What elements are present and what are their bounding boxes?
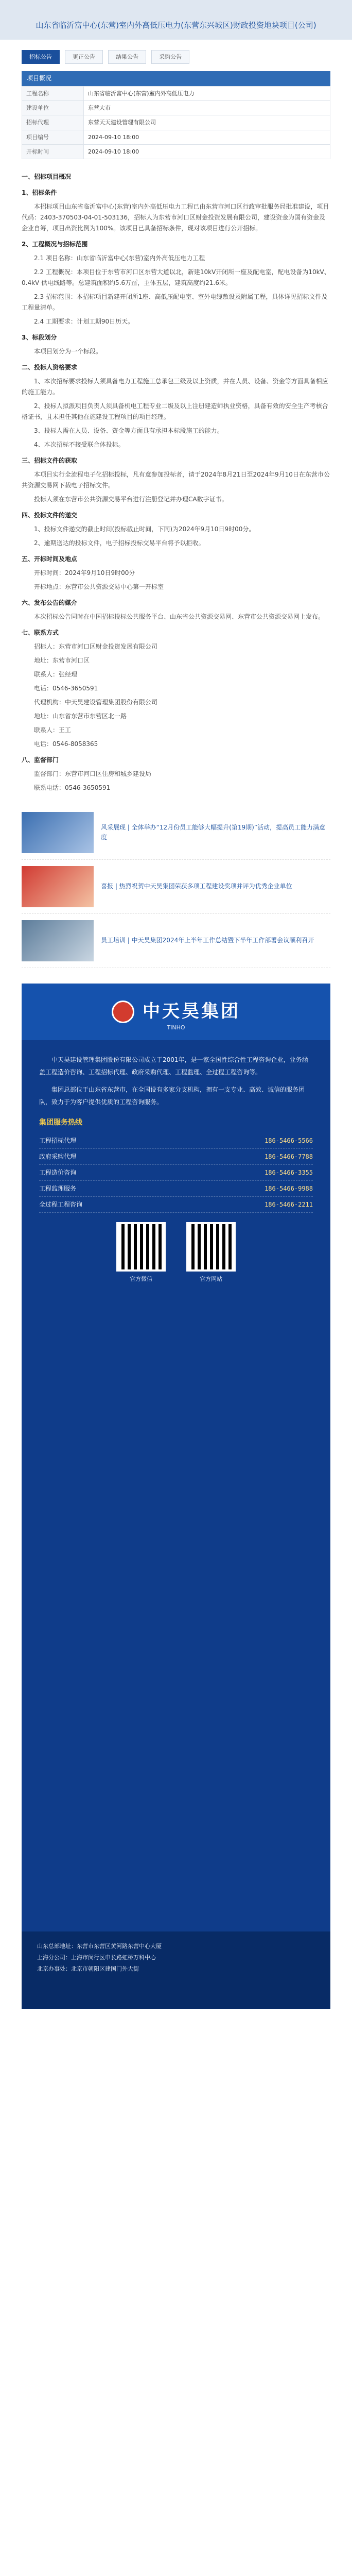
notice-tabs <box>22 50 330 64</box>
hotline-list <box>39 1115 313 1213</box>
notice-paragraph: 地址：东营市河口区 <box>34 657 90 664</box>
notice-paragraph: 4、本次招标不接受联合体投标。 <box>34 441 125 448</box>
hotline-phone: 186-5466-2211 <box>265 1201 313 1208</box>
notice-paragraph: 招标人：东营市河口区财金投资发展有限公司 <box>34 643 158 650</box>
article-thumbnail[interactable] <box>22 920 94 961</box>
notice-heading: 五、开标时间及地点 <box>22 555 78 563</box>
qr-website <box>186 1222 236 1285</box>
notice-paragraph: 本招标项目山东省临沂富中心(东营)室内外高低压电力工程已由东营市河口区行政审批服务局批准建设，项目代码：2403-370503-04-01-503136，招标人为东营市河口区财金投资发展有限公司，建设资金为国有资金及企业自筹，项目出资比例为100%。该项目已具备招标条件，现对该项目进行公开招标。 <box>22 203 329 232</box>
notice-heading: 四、投标文件的递交 <box>22 512 78 519</box>
notice-heading: 1、招标条件 <box>22 189 57 196</box>
poster-paragraph: 中天昊建设管理集团股份有限公司成立于2001年，是一家全国性综合性工程咨询企业，业务涵盖工程造价咨询、工程招标代理、政府采购代理、工程监理、全过程工程咨询等。 <box>39 1056 308 1076</box>
poster-subtitle: TINHO <box>167 1024 185 1031</box>
footer-address: 上海分公司：上海市闵行区申长路虹桥万科中心 <box>37 1954 156 1961</box>
hotline-name: 政府采购代理 <box>39 1153 77 1160</box>
info-key: 建设单位 <box>22 101 84 115</box>
notice-paragraph: 1、本次招标要求投标人须具备电力工程施工总承包三级及以上资质，并在人员、设备、资金等方面具备相应的施工能力。 <box>22 378 328 396</box>
footer-address: 山东总部地址：东营市东营区黄河路东营中心大厦 <box>37 1943 162 1950</box>
notice-heading: 七、联系方式 <box>22 629 59 636</box>
qr-codes <box>39 1222 313 1285</box>
notice-heading: 3、标段划分 <box>22 334 57 341</box>
hotline-phone: 186-5466-5566 <box>265 1137 313 1144</box>
info-row <box>22 130 330 144</box>
info-value: 2024-09-10 18:00 <box>84 130 330 144</box>
notice-heading: 一、招标项目概况 <box>22 173 72 180</box>
related-articles <box>22 806 330 968</box>
article-thumbnail[interactable] <box>22 812 94 853</box>
info-row <box>22 86 330 100</box>
notice-paragraph: 电话：0546-8058365 <box>34 740 98 748</box>
notice-heading: 2、工程概况与招标范围 <box>22 241 88 248</box>
article-title-link[interactable]: 喜报 | 热烈祝贺中天昊集团荣获多项工程建设奖项并评为优秀企业单位 <box>101 883 292 890</box>
notice-paragraph: 本项目划分为一个标段。 <box>34 348 102 355</box>
tab-result-notice[interactable]: 结果公告 <box>108 50 146 64</box>
qr-wechat <box>116 1222 166 1285</box>
notice-paragraph: 投标人须在东营市公共资源交易平台进行注册登记并办理CA数字证书。 <box>34 496 228 503</box>
hotline-row <box>39 1149 313 1165</box>
hotline-name: 工程造价咨询 <box>39 1169 77 1176</box>
tab-correction-notice[interactable]: 更正公告 <box>65 50 103 64</box>
notice-paragraph: 2.3 招标范围：本招标项目新建开闭所1座、高低压配电室、室外电缆敷设及附属工程，具体详见招标文件及工程量清单。 <box>22 293 328 311</box>
hotline-phone: 186-5466-7788 <box>265 1153 313 1160</box>
info-value: 2024-09-10 18:00 <box>84 144 330 159</box>
footer-address: 北京办事处：北京市朝阳区建国门外大街 <box>37 1965 139 1972</box>
poster-paragraph: 集团总部位于山东省东营市，在全国设有多家分支机构，拥有一支专业、高效、诚信的服务团队，致力于为客户提供优质的工程咨询服务。 <box>39 1086 305 1106</box>
notice-body <box>22 172 330 793</box>
notice-heading: 二、投标人资格要求 <box>22 364 78 371</box>
company-logo-icon <box>112 1001 134 1023</box>
tab-bid-notice[interactable]: 招标公告 <box>22 50 60 64</box>
hotline-row <box>39 1197 313 1213</box>
notice-paragraph: 2.1 项目名称：山东省临沂富中心(东营)室内外高低压电力工程 <box>34 255 205 262</box>
notice-paragraph: 联系人：张经理 <box>34 671 78 678</box>
info-value: 东营大市 <box>84 101 330 115</box>
notice-paragraph: 电话：0546-3650591 <box>34 685 98 692</box>
qr-caption: 官方微信 <box>130 1276 152 1282</box>
info-row <box>22 144 330 159</box>
notice-heading: 八、监督部门 <box>22 756 59 764</box>
notice-paragraph: 1、投标文件递交的截止时间(投标截止时间，下同)为2024年9月10日9时00分。 <box>34 526 255 533</box>
related-article[interactable] <box>22 806 330 860</box>
title-bar <box>0 0 352 40</box>
qr-caption: 官方网站 <box>200 1276 222 1282</box>
poster-body <box>22 1040 330 1298</box>
article-title-link[interactable]: 风采展现 | 全体举办“12月份员工能够大幅提升(第19期)”活动，提高员工能力满意度 <box>101 823 326 841</box>
hotline-phone: 186-5466-3355 <box>265 1169 313 1176</box>
info-row <box>22 101 330 115</box>
poster-footer <box>22 1931 330 2009</box>
hotline-row <box>39 1165 313 1181</box>
poster-brand: 中天昊集团 <box>143 1001 240 1022</box>
article-thumbnail[interactable] <box>22 866 94 907</box>
notice-paragraph: 开标时间：2024年9月10日9时00分 <box>34 569 135 577</box>
notice-paragraph: 2.4 工期要求：计划工期90日历天。 <box>34 318 134 325</box>
qr-code-icon <box>186 1222 236 1272</box>
hotline-phone: 186-5466-9988 <box>265 1185 313 1192</box>
company-poster <box>22 984 330 2009</box>
notice-paragraph: 本次招标公告同时在中国招标投标公共服务平台、山东省公共资源交易网、东营市公共资源交易网上发布。 <box>34 613 325 620</box>
info-value: 东营天天建设管理有限公司 <box>84 115 330 130</box>
notice-paragraph: 2.2 工程概况：本项目位于东营市河口区东营大道以北，新建10kV开闭所一座及配电室，配电设备为10kV、0.4kV 供电线路等。总建筑面积约5.6万㎡，主体五层，建筑高度约21.6米。 <box>22 268 330 286</box>
hotline-title: 集团服务热线 <box>39 1118 82 1127</box>
notice-paragraph: 监督部门：东营市河口区住房和城乡建设局 <box>34 770 152 777</box>
info-key: 工程名称 <box>22 86 84 100</box>
article-title-link[interactable]: 员工培训 | 中天昊集团2024年上半年工作总结暨下半年工作部署会议顺利召开 <box>101 937 314 944</box>
qr-code-icon <box>116 1222 166 1272</box>
notice-paragraph: 联系电话：0546-3650591 <box>34 784 111 791</box>
hotline-row <box>39 1133 313 1149</box>
notice-paragraph: 代理机构：中天昊建设管理集团股份有限公司 <box>34 699 158 706</box>
tab-procurement-notice[interactable]: 采购公告 <box>151 50 189 64</box>
hotline-name: 工程监理服务 <box>39 1185 77 1192</box>
info-section-title: 项目概况 <box>22 71 330 86</box>
notice-paragraph: 开标地点：东营市公共资源交易中心第一开标室 <box>34 583 164 590</box>
hotline-name: 全过程工程咨询 <box>39 1201 83 1208</box>
notice-heading: 三、招标文件的获取 <box>22 457 78 464</box>
notice-paragraph: 2、逾期送达的投标文件，电子招标投标交易平台将予以拒收。 <box>34 539 205 547</box>
info-value: 山东省临沂富中心(东营)室内外高低压电力 <box>84 86 330 100</box>
hotline-row <box>39 1181 313 1197</box>
notice-paragraph: 本项目实行全流程电子化招标投标，凡有意参加投标者，请于2024年8月21日至2024年9月10日在东营市公共资源交易网下载电子招标文件。 <box>22 471 330 489</box>
info-key: 招标代理 <box>22 115 84 130</box>
main-content <box>22 50 330 969</box>
notice-paragraph: 3、投标人需在人员、设备、资金等方面具有承担本标段施工的能力。 <box>34 427 223 434</box>
related-article[interactable] <box>22 914 330 968</box>
hotline-name: 工程招标代理 <box>39 1137 77 1144</box>
notice-paragraph: 2、投标人拟派项目负责人须具备机电工程专业二级及以上注册建造师执业资格，具备有效的安全生产考核合格证书，且未担任其他在施建设工程项目的项目经理。 <box>22 402 328 420</box>
info-key: 项目编号 <box>22 130 84 144</box>
notice-paragraph: 联系人：王工 <box>34 726 72 734</box>
related-article[interactable] <box>22 860 330 914</box>
notice-paragraph: 地址：山东省东营市东营区北一路 <box>34 713 127 720</box>
project-info-table <box>22 86 330 159</box>
info-row <box>22 115 330 130</box>
page-title: 山东省临沂富中心(东营)室内外高低压电力(东营东兴城区)财政投资地块项目(公司) <box>36 21 316 30</box>
notice-heading: 六、发布公告的媒介 <box>22 599 78 606</box>
info-key: 开标时间 <box>22 144 84 159</box>
